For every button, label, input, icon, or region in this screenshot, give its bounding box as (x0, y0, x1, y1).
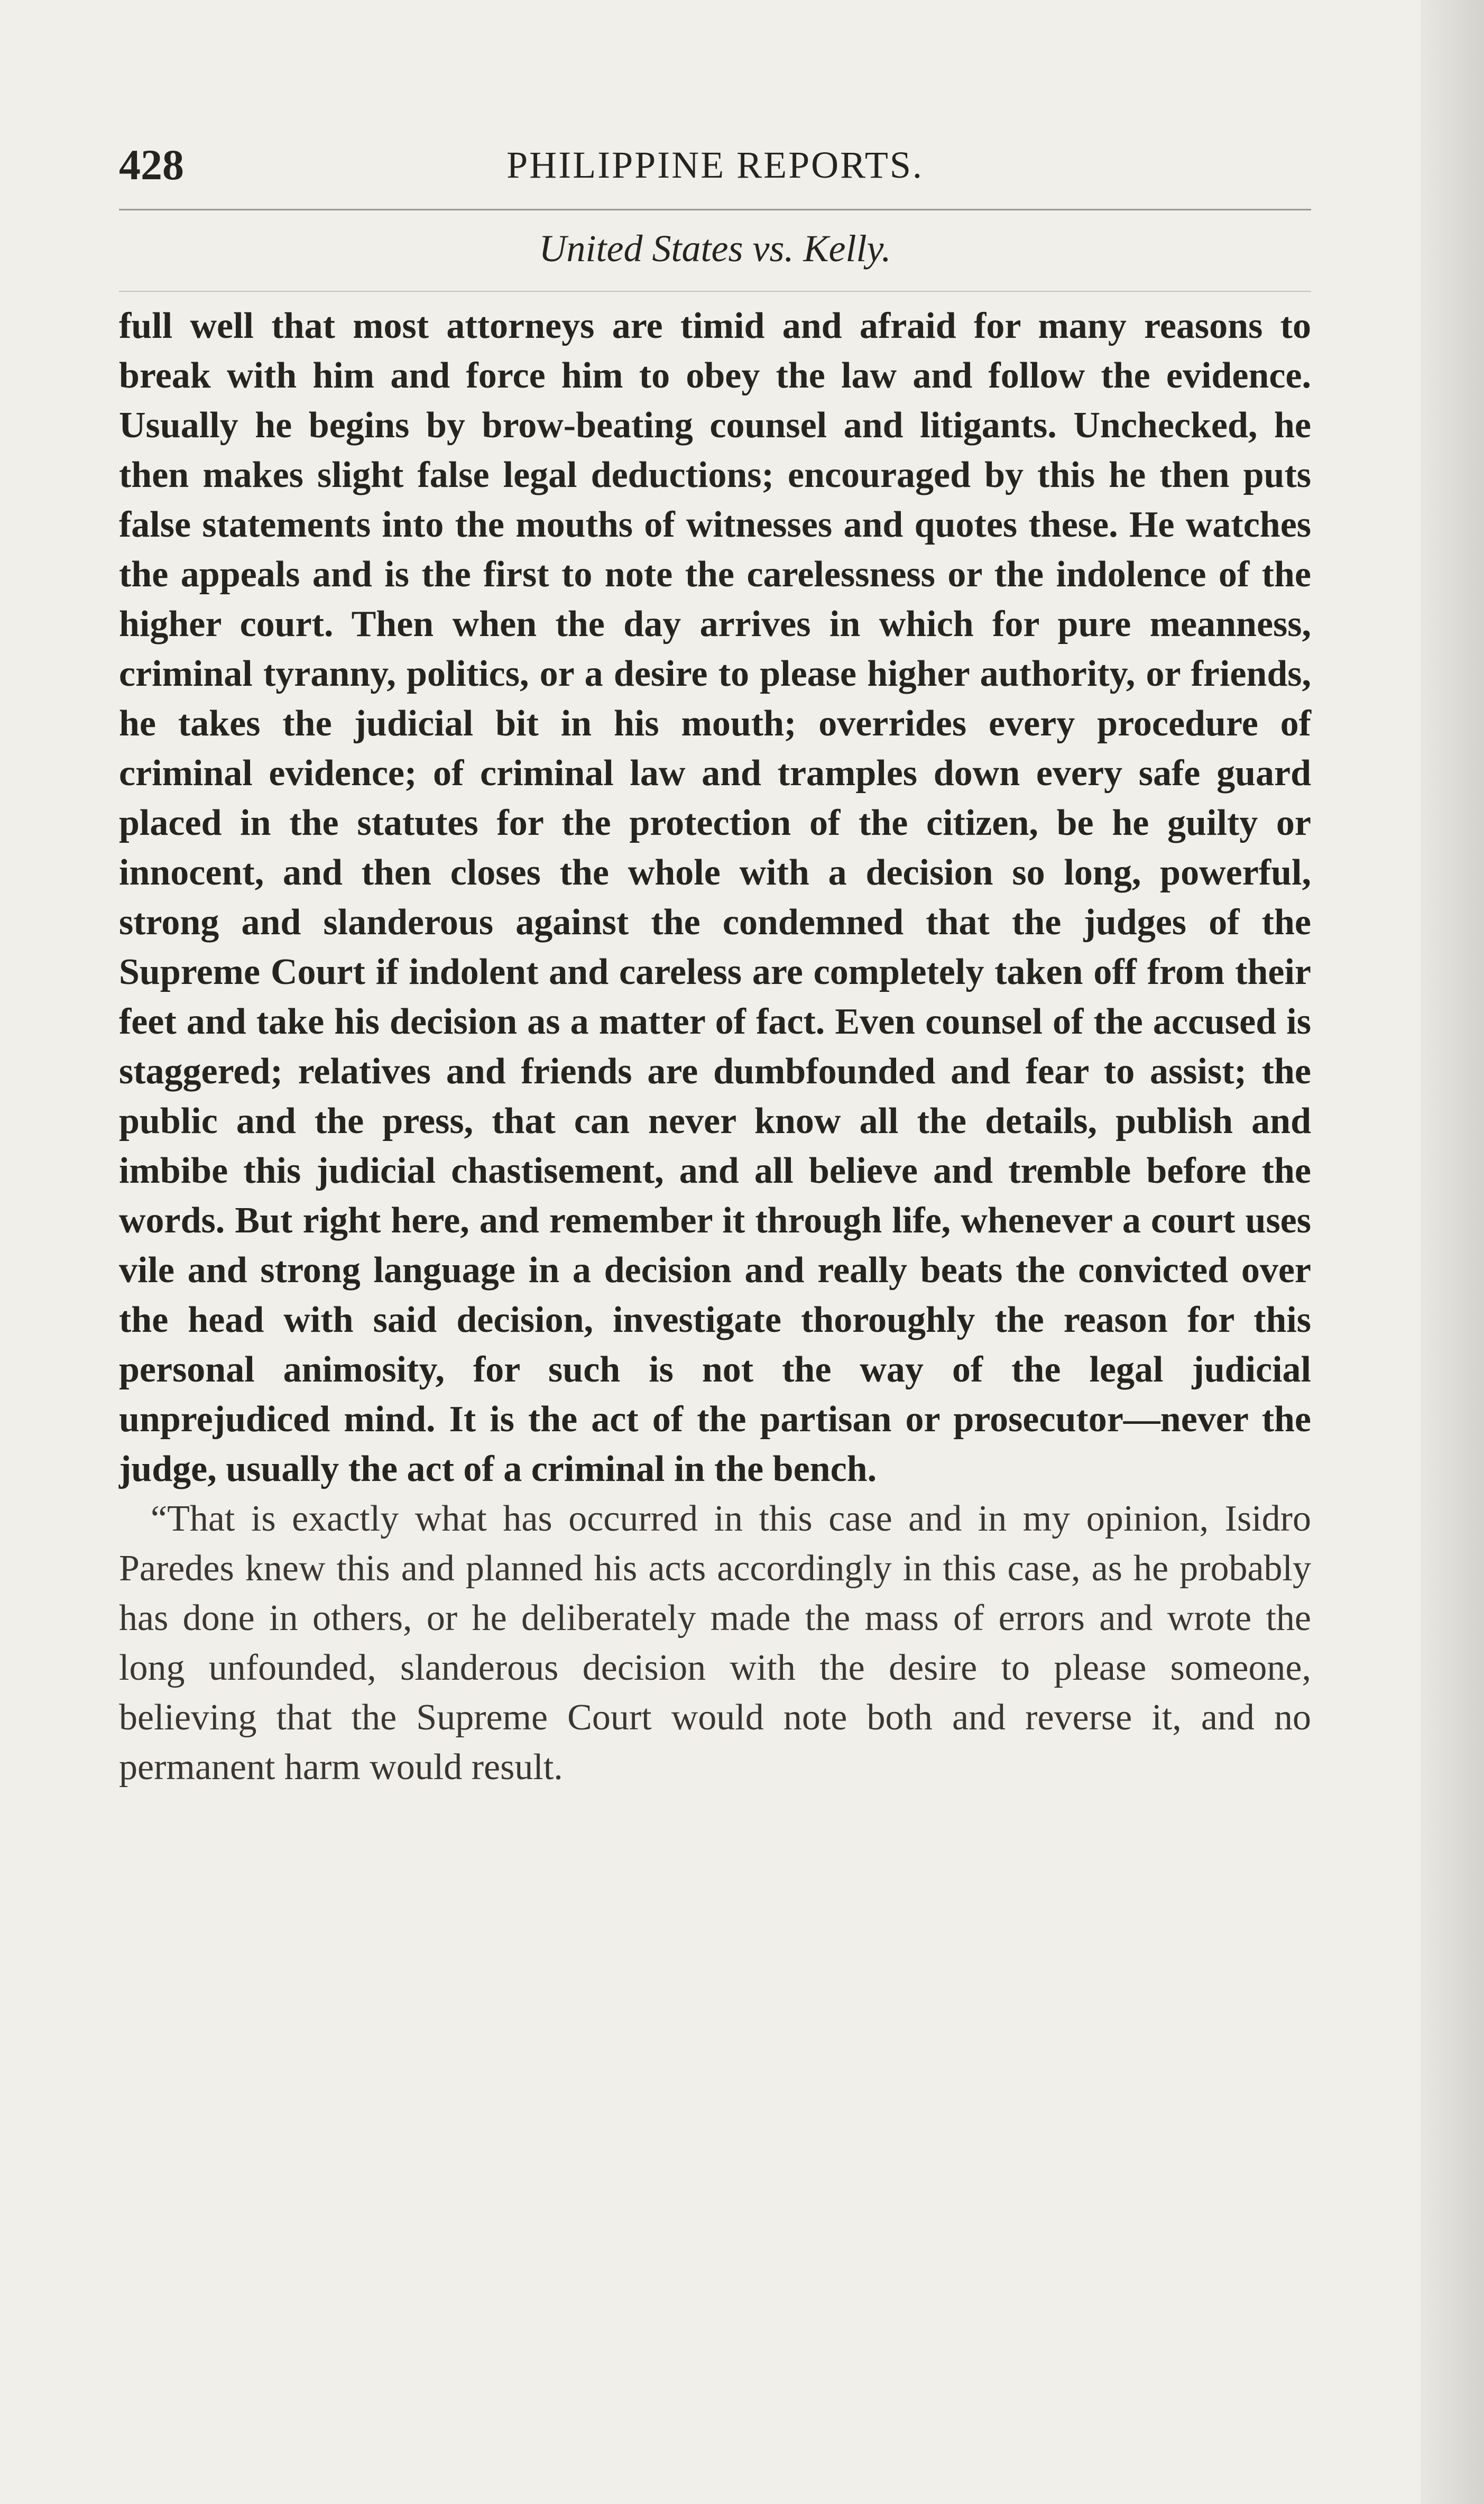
paragraph-1: full well that most attorneys are timid and afraid for many reasons to break with him and force him to obey the law and follow the evidence. Usually he begins by brow-beating counsel and litigants. Unchecked, he then makes slight false legal deductions; encouraged by this he then puts false statements into the mouths of witnesses and quotes these. He watches the appeals and is the first to note the carelessness or the indolence of the higher court. Then when the day arrives in which for pure meanness, criminal tyranny, politics, or a desire to please higher authority, or friends, he takes the judicial bit in his mouth; overrides every procedure of criminal evidence; of criminal law and tramples down every safe guard placed in the statutes for the protection of the citizen, be he guilty or innocent, and then closes the whole with a decision so long, powerful, strong and slanderous against the condemned that the judges of the Supreme Court if indolent and careless are completely taken off from their feet and take his decision as a matter of fact. Even counsel of the accused is staggered; relatives and friends are dumbfounded and fear to assist; the public and the press, that can never know all the details, publish and imbibe this judicial chastisement, and all believe and tremble before the words. But right here, and remember it through life, whenever a court uses vile and strong language in a decision and really beats the convicted over the head with said decision, investigate thoroughly the reason for this personal animosity, for such is not the way of the legal judicial unprejudiced mind. It is the act of the partisan or prosecutor—never the judge, usually the act of a criminal in the bench. (119, 306, 1311, 1489)
body-text (119, 301, 1311, 1792)
case-title-rule (119, 291, 1311, 292)
page-number: 428 (119, 141, 184, 189)
case-title: United States vs. Kelly. (539, 227, 891, 270)
journal-title: PHILIPPINE REPORTS. (506, 144, 924, 186)
header-rule (119, 209, 1311, 210)
page-edge-shadow (1421, 0, 1484, 2504)
paragraph-2: “That is exactly what has occurred in this case and in my opinion, Isidro Paredes knew this and planned his acts accordingly in this case, as he probably has done in others, or he deliberately made the mass of errors and wrote the long unfounded, slanderous decision with the desire to please someone, believing that the Supreme Court would note both and reverse it, and no permanent harm would result. (119, 1498, 1311, 1788)
running-head (119, 139, 1311, 191)
